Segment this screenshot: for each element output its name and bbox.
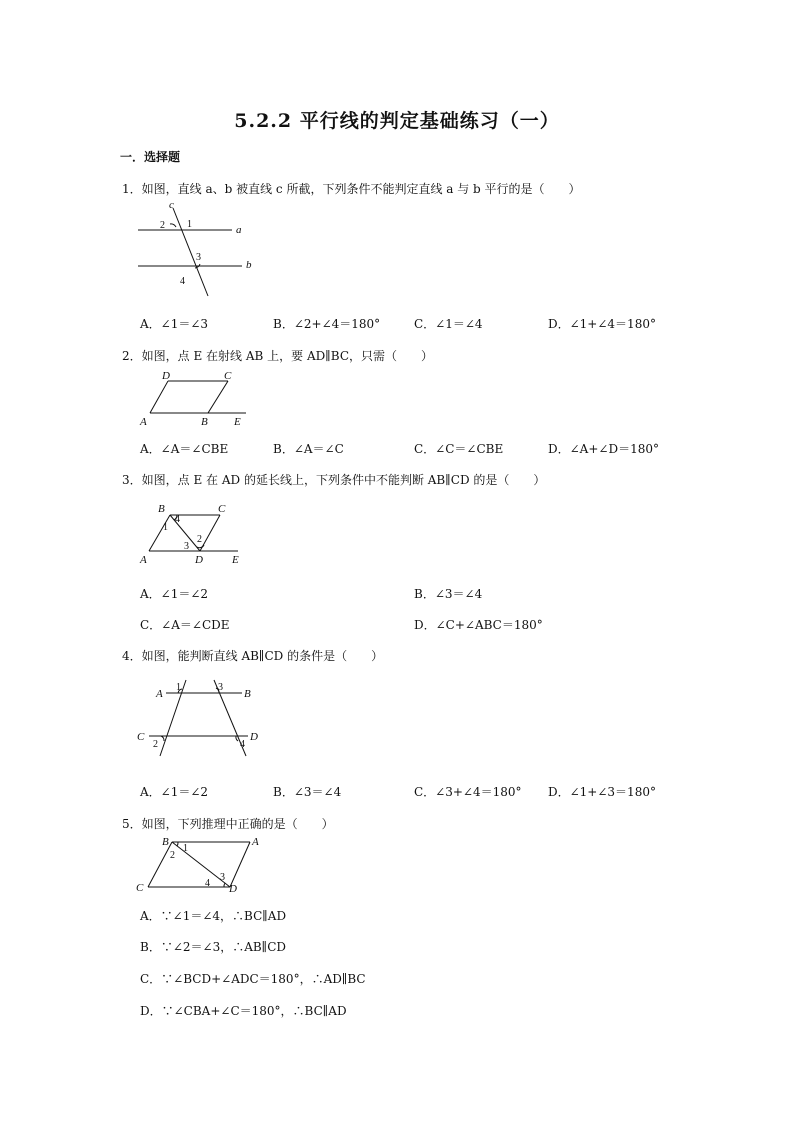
question-1-option-c: C．∠1＝∠4 [414, 317, 483, 331]
label-a: a [236, 224, 242, 236]
angle-label-2: 2 [197, 534, 202, 545]
label-A: A [140, 416, 147, 428]
question-5-figure [134, 834, 264, 896]
segment-ad [150, 381, 168, 413]
question-3-option-b: B．∠3＝∠4 [414, 587, 483, 601]
label-B: B [201, 416, 208, 428]
question-5-stem: 5．如图，下列推理中正确的是（ ） [122, 817, 334, 831]
question-3-option-d: D．∠C+∠ABC＝180° [414, 618, 543, 632]
label-C: C [218, 503, 226, 515]
question-3-figure [138, 502, 268, 568]
label-D: D [250, 731, 258, 743]
segment-ab [149, 515, 170, 551]
question-5-option-b: B．∵∠2＝∠3，∴AB∥CD [140, 940, 287, 954]
angle-label-3: 3 [218, 682, 223, 693]
question-5-option-d: D．∵∠CBA+∠C＝180°，∴BC∥AD [140, 1004, 347, 1018]
label-E: E [234, 416, 241, 428]
label-C: C [137, 731, 145, 743]
angle-arc-4 [224, 883, 225, 887]
question-2-option-a: A．∠A＝∠CBE [140, 442, 229, 456]
question-3-stem: 3．如图，点 E 在 AD 的延长线上，下列条件中不能判断 AB∥CD 的是（ ） [122, 473, 546, 487]
question-3-option-a: A．∠1＝∠2 [140, 587, 209, 601]
question-4-option-b: B．∠3＝∠4 [273, 785, 342, 799]
angle-label-1: 1 [183, 843, 188, 854]
question-5-option-c: C．∵∠BCD+∠ADC＝180°，∴AD∥BC [140, 972, 366, 986]
angle-label-4: 4 [205, 878, 210, 889]
label-A: A [156, 688, 163, 700]
question-1-option-b: B．∠2+∠4＝180° [273, 317, 381, 331]
question-1-stem: 1．如图，直线 a、b 被直线 c 所截，下列条件不能判定直线 a 与 b 平行的是（ ） [122, 182, 581, 196]
question-1-option-a: A．∠1＝∠3 [140, 317, 209, 331]
question-4-stem: 4．如图，能判断直线 AB∥CD 的条件是（ ） [122, 649, 384, 663]
label-A: A [140, 554, 147, 566]
question-1-figure [136, 198, 266, 302]
question-4-figure [134, 676, 264, 760]
angle-label-1: 1 [176, 682, 181, 693]
angle-arc-1 [177, 842, 178, 846]
angle-label-2: 2 [160, 220, 165, 231]
label-D: D [162, 370, 170, 382]
label-b: b [246, 259, 252, 271]
question-4-option-a: A．∠1＝∠2 [140, 785, 209, 799]
label-B: B [158, 503, 165, 515]
label-D: D [229, 883, 237, 895]
angle-label-4: 4 [175, 514, 180, 525]
label-c: c [169, 199, 174, 211]
angle-label-3: 3 [196, 252, 201, 263]
label-B: B [162, 836, 169, 848]
question-2-stem: 2．如图，点 E 在射线 AB 上，要 AD∥BC，只需（ ） [122, 349, 434, 363]
angle-label-1: 1 [163, 522, 168, 533]
angle-label-4: 4 [240, 739, 245, 750]
angle-label-4: 4 [180, 276, 185, 287]
question-2-figure [138, 368, 278, 430]
angle-label-3: 3 [184, 541, 189, 552]
section-heading: 一．选择题 [120, 150, 181, 164]
label-B: B [244, 688, 251, 700]
label-A: A [252, 836, 259, 848]
page-title: 5.2.2 平行线的判定基础练习（一） [234, 110, 560, 132]
segment-cb [148, 842, 172, 887]
angle-arc-2 [161, 736, 164, 741]
question-2-option-d: D．∠A+∠D＝180° [548, 442, 659, 456]
angle-label-2: 2 [170, 850, 175, 861]
angle-arc-2 [170, 224, 176, 227]
segment-cb [208, 381, 228, 413]
question-1-option-d: D．∠1+∠4＝180° [548, 317, 656, 331]
question-2-option-c: C．∠C＝∠CBE [414, 442, 504, 456]
question-5-option-a: A．∵∠1＝∠4，∴BC∥AD [140, 909, 287, 923]
question-3-option-c: C．∠A＝∠CDE [140, 618, 230, 632]
label-C: C [136, 882, 144, 894]
angle-label-3: 3 [220, 872, 225, 883]
question-4-option-c: C．∠3+∠4＝180° [414, 785, 522, 799]
transversal-left [160, 680, 186, 756]
question-4-option-d: D．∠1+∠3＝180° [548, 785, 656, 799]
angle-label-1: 1 [187, 219, 192, 230]
question-2-option-b: B．∠A＝∠C [273, 442, 344, 456]
segment-cd [200, 515, 220, 551]
label-D: D [195, 554, 203, 566]
label-E: E [232, 554, 239, 566]
angle-label-2: 2 [153, 739, 158, 750]
segment-ad [230, 842, 250, 887]
label-C: C [224, 370, 232, 382]
